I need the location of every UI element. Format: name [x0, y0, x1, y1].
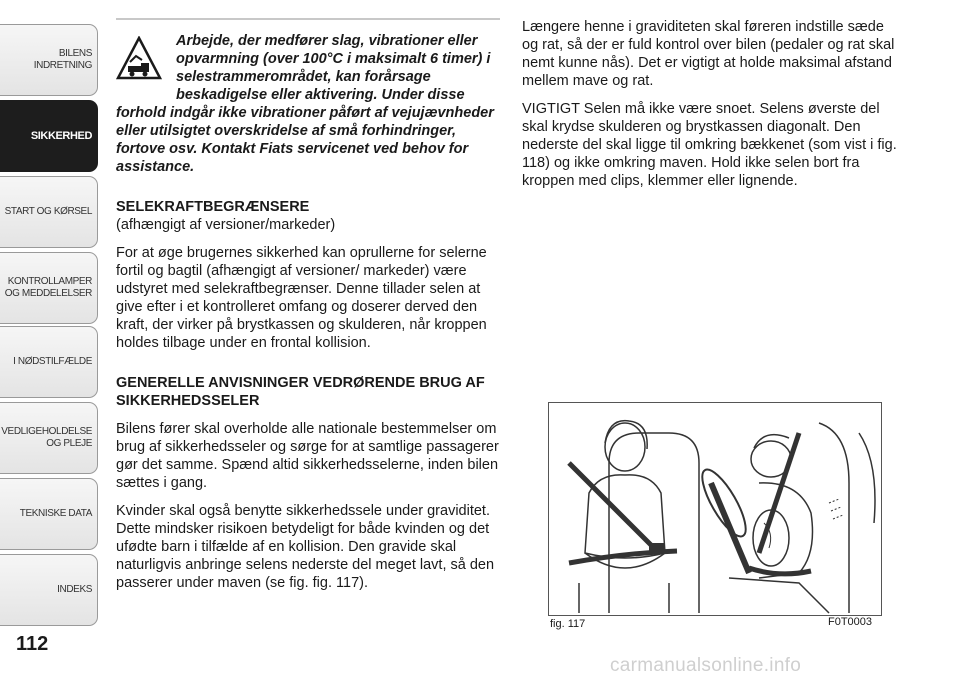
tab-label: VEDLIGEHOLDELSE OG PLEJE [1, 426, 92, 449]
left-column [116, 18, 500, 602]
tab-label: I NØDSTILFÆLDE [13, 356, 92, 367]
tab-start-og-korsel[interactable] [0, 176, 98, 248]
right-column [522, 18, 902, 200]
tab-vedligeholdelse[interactable] [0, 402, 98, 474]
page-number: 112 [16, 633, 49, 655]
figure-caption: fig. 117 [550, 618, 586, 630]
warning-block [116, 32, 500, 176]
watermark: carmanualsonline.info [610, 655, 802, 676]
paragraph: Længere henne i graviditeten skal føreren indstille sæde og rat, så der er fuld kontrol over bilen (pedaler og rat skal nemt kunne nås). Det er vigtigt at holde maksimal afstand mellem mave og rat. [522, 19, 895, 89]
tab-label: INDEKS [57, 584, 92, 595]
tab-bilens-indretning[interactable] [0, 24, 98, 96]
figure-code: F0T0003 [828, 616, 873, 628]
tab-label: SIKKERHED [30, 130, 92, 142]
warning-triangle-icon [116, 36, 162, 82]
sidebar [0, 0, 100, 678]
tab-label: KONTROLLAMPER OG MEDDELELSER [4, 276, 92, 299]
tab-sikkerhed[interactable] [0, 100, 98, 172]
tab-label: START OG KØRSEL [4, 206, 92, 217]
paragraph: VIGTIGT Selen må ikke være snoet. Selens øverste del skal krydse skulderen og brystkassen diagonalt. Den nederste del skal ligge til omkring bækkenet (som vist i fig. 118) og ikke omkring maven. Hold ikke selen bort fra kroppen med clips, klemmer eller lignende. [522, 101, 897, 189]
paragraph: For at øge brugernes sikkerhed kan oprullerne for selerne fortil og bagtil (afhængigt af versioner/ markeder) være udstyret med selekraftbegrænser. Denne tillader selen at give efter i et kontrolleret omfang og doserer derved den kraft, der virker på brystkassen og skulderen, når kroppen holdes tilbage under en frontal kollision. [116, 245, 487, 351]
section-title-selekraftbegraensere: SELEKRAFTBEGRÆNSERE [116, 199, 310, 215]
paragraph: Kvinder skal også benytte sikkerhedssele under graviditet. Dette mindsker risikoen betydeligt for både kvinden og det ufødte barn i tilfælde af en kollision. Den gravide skal naturligvis anbringe selens nederste del meget lavt, så den passerer under maven (se fig. fig. 117). [116, 503, 495, 591]
tab-nodstilfaelde[interactable] [0, 326, 98, 398]
figure-pregnant-seatbelt [548, 402, 882, 616]
tab-tekniske-data[interactable] [0, 478, 98, 550]
seatbelt-illustration [549, 403, 881, 615]
tab-indeks[interactable] [0, 554, 98, 626]
paragraph: Bilens fører skal overholde alle nationale bestemmelser om brug af sikkerhedsseler og sørge for at samtlige passagerer gør det samme. Spænd altid sikkerhedsselerne, inden bilen sættes i gang. [116, 421, 499, 491]
section-title-generelle-anvisninger: GENERELLE ANVISNINGER VEDRØRENDE BRUG AF SIKKERHEDSSELER [116, 375, 485, 409]
section-subtitle: (afhængigt af versioner/markeder) [116, 217, 336, 233]
tab-kontrollamper[interactable] [0, 252, 98, 324]
tab-label: TEKNISKE DATA [19, 508, 92, 519]
top-rule [116, 18, 500, 20]
tab-label: BILENS INDRETNING [33, 48, 92, 71]
warning-text: Arbejde, der medfører slag, vibrationer eller opvarmning (over 100°C i maksimalt 6 timer) i selestrammerområdet, kan forårsage beskadigelse eller aktivering. Under disse forhold indgår ikke vibrationer påført af vejujævnheder eller utilsigtet overskridelse af små forhindringer, fortove osv. Kontakt Fiats servicenet ved behov for assistance. [116, 33, 494, 175]
